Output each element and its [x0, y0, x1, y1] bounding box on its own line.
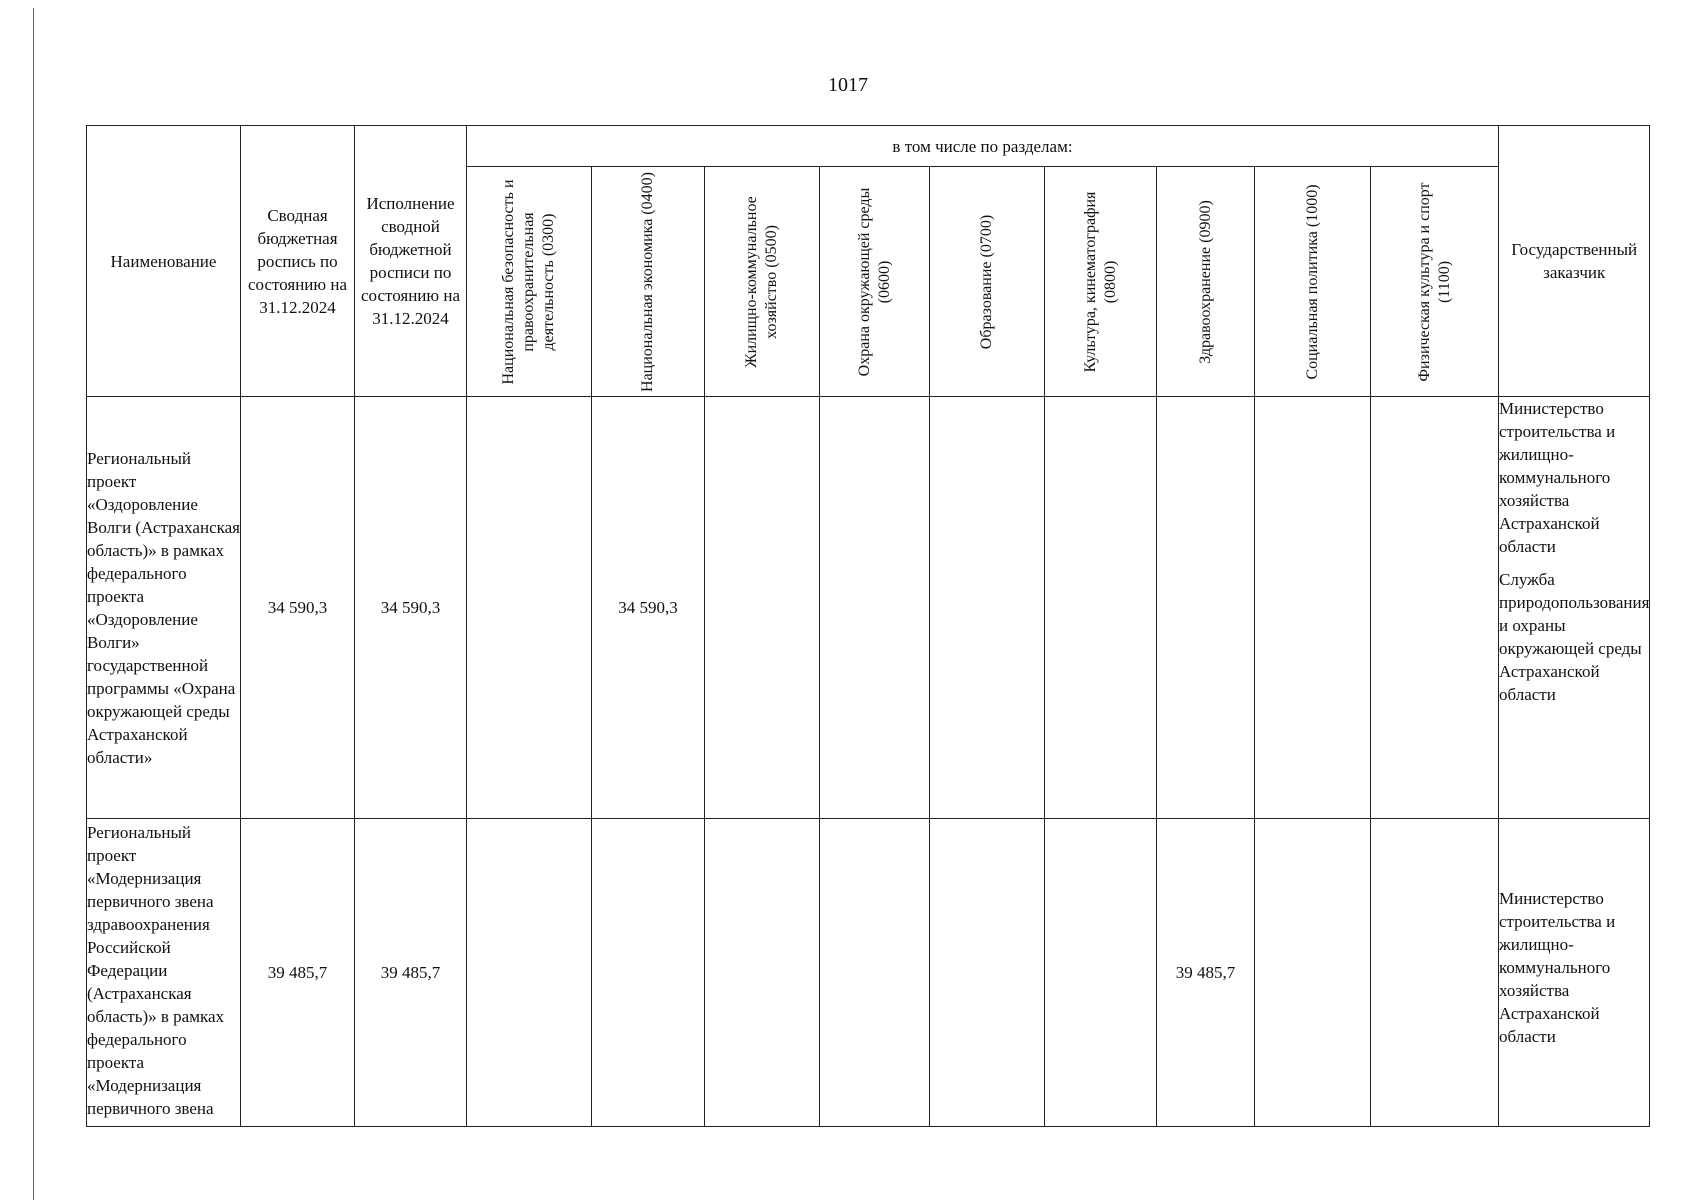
row-name: Региональный проект «Оздоровление Волги (Астраханская область)» в рамках федерального проекта «Оздоровление Волги» государственной программы «Охрана окружающей среды Астраханской области» — [87, 397, 241, 819]
header-customer: Государственный заказчик — [1499, 126, 1650, 397]
row-section-0800 — [1045, 819, 1157, 1127]
row-customer — [1499, 397, 1650, 819]
row-section-0700 — [930, 819, 1045, 1127]
header-section-label: Национальная безопасность и правоохранительная деятельность (0300) — [500, 178, 557, 385]
table-row — [87, 397, 1650, 819]
row-section-0300 — [467, 819, 592, 1127]
header-section-1000 — [1255, 167, 1371, 397]
budget-table — [86, 125, 1650, 1127]
row-section-1100 — [1371, 819, 1499, 1127]
header-section-label: Охрана окружающей среды (0600) — [855, 187, 893, 376]
row-section-0600 — [820, 397, 930, 819]
header-name: Наименование — [87, 126, 241, 397]
header-section-label: Здравоохранение (0900) — [1196, 199, 1214, 364]
header-sections-group: в том числе по разделам: — [467, 126, 1499, 167]
row-section-0900: 39 485,7 — [1157, 819, 1255, 1127]
table-row — [87, 819, 1650, 1127]
row-section-0300 — [467, 397, 592, 819]
header-section-label: Жилищно-коммунальное хозяйство (0500) — [743, 195, 780, 368]
header-section-0400 — [592, 167, 705, 397]
row-section-0400 — [592, 819, 705, 1127]
header-section-0800 — [1045, 167, 1157, 397]
customer-entry: Служба природопользования и охраны окружающей среды Астраханской области — [1499, 570, 1650, 704]
row-section-0800 — [1045, 397, 1157, 819]
row-section-0500 — [705, 819, 820, 1127]
header-row-group — [87, 126, 1650, 167]
header-section-1100 — [1371, 167, 1499, 397]
row-exec: 34 590,3 — [355, 397, 467, 819]
row-section-1000 — [1255, 397, 1371, 819]
row-section-0900 — [1157, 397, 1255, 819]
binding-margin-line — [33, 8, 34, 1200]
customer-entry: Министерство строительства и жилищно-коммунального хозяйства Астраханской области — [1499, 399, 1616, 556]
header-section-0600 — [820, 167, 930, 397]
row-section-1100 — [1371, 397, 1499, 819]
header-section-label: Культура, кинематография (0800) — [1081, 191, 1119, 372]
row-section-0500 — [705, 397, 820, 819]
header-section-label: Национальная экономика (0400) — [639, 171, 656, 392]
header-section-label: Физическая культура и спорт (1100) — [1415, 181, 1453, 382]
header-section-0700 — [930, 167, 1045, 397]
header-section-0500 — [705, 167, 820, 397]
row-plan: 39 485,7 — [241, 819, 355, 1127]
row-section-0400: 34 590,3 — [592, 397, 705, 819]
row-name: Региональный проект «Модернизация первичного звена здравоохранения Российской Федерации (Астраханская область)» в рамках федерального проекта «Модернизация первичного звена — [87, 819, 241, 1127]
row-section-0600 — [820, 819, 930, 1127]
row-section-1000 — [1255, 819, 1371, 1127]
row-exec: 39 485,7 — [355, 819, 467, 1127]
header-exec: Исполнение сводной бюджетной росписи по состоянию на 31.12.2024 — [355, 126, 467, 397]
row-plan: 34 590,3 — [241, 397, 355, 819]
row-customer — [1499, 819, 1650, 1127]
header-section-0900 — [1157, 167, 1255, 397]
page-number: 1017 — [828, 74, 868, 96]
header-plan: Сводная бюджетная роспись по состоянию на 31.12.2024 — [241, 126, 355, 397]
customer-entry: Министерство строительства и жилищно-коммунального хозяйства Астраханской области — [1499, 889, 1616, 1046]
row-section-0700 — [930, 397, 1045, 819]
header-section-0300 — [467, 167, 592, 397]
header-section-label: Образование (0700) — [978, 214, 995, 349]
header-section-label: Социальная политика (1000) — [1303, 183, 1321, 380]
